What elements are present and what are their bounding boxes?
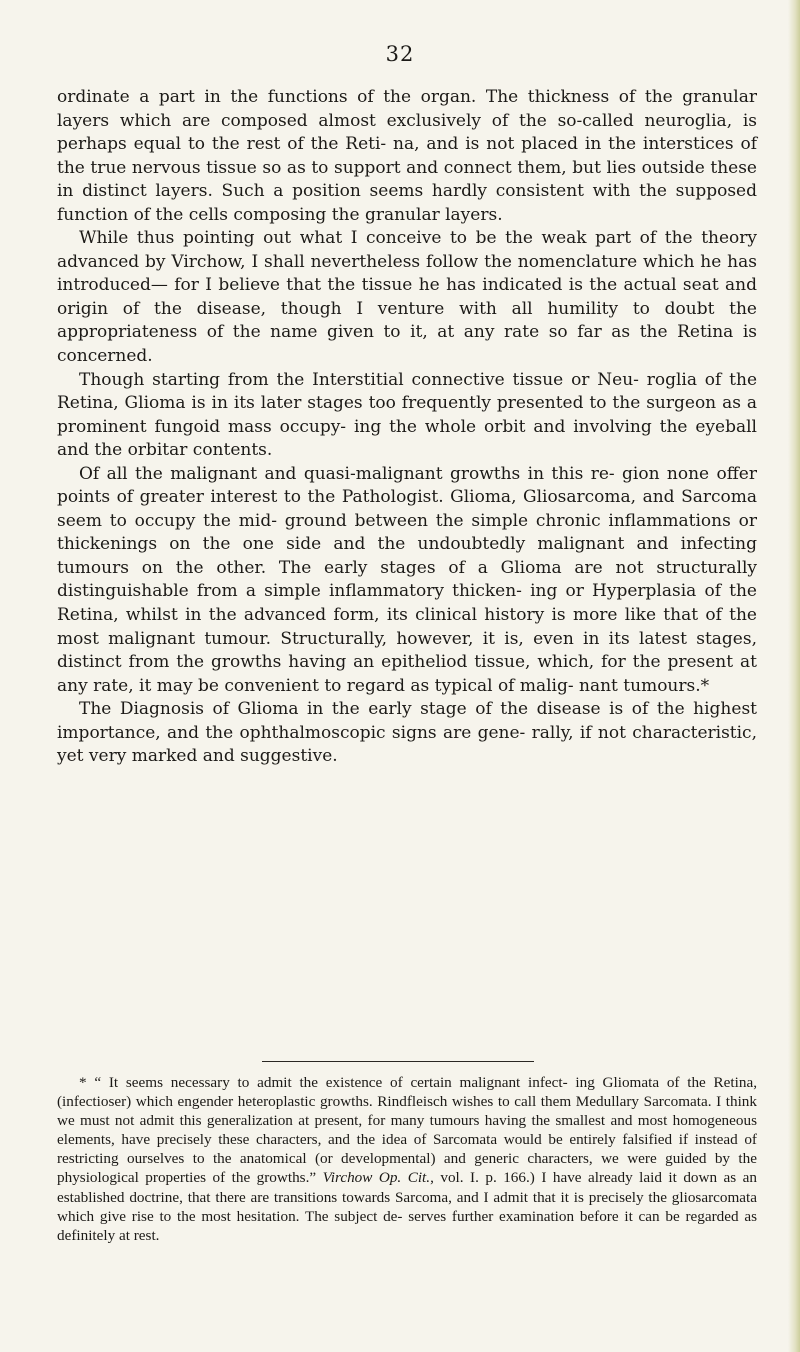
footnote-marker: * [79, 1074, 87, 1091]
footnote-quote: “ It seems necessary to admit the existence of certain malignant infect- ing Gliomata of the Retina, (infectioser) which engender heteroplastic growths. Rindfleisch wishes to call them Medullary Sarcomata. I think we must not admit this generalization at present, for many tumours having the smallest and most homogeneous elements, have precisely these characters, and the idea of Sarcomata would be entirely falsified if instead of restricting ourselves to the anatomical (or developmental) and generic characters, we were guided by the physiological properties of the growths.” [57, 1074, 757, 1187]
paragraph-3: Though starting from the Interstitial connective tissue or Neu- roglia of the Retina, Glioma is in its later stages too frequently presented to the surgeon as a prominent fungoid mass occupy- ing the whole orbit and involving the eyeball and the orbitar contents. [57, 369, 757, 461]
footnote-paragraph [57, 1073, 757, 1245]
footnote-tail: , vol. I. p. 166.) I have already laid it down as an established doctrine, that there are transitions towards Sarcoma, and I admit that it is precisely the gliosarcomata which give rise to the most hesitation. The subject de- serves further examination before it can be regarded as definitely at rest. [57, 1169, 758, 1244]
page-number: 32 [385, 42, 415, 66]
paragraph-4: Of all the malignant and quasi-malignant growths in this re- gion none offer points of greater interest to the Pathologist. Glioma, Gliosarcoma, and Sarcoma seem to occupy the mid- ground between the simple chronic inflammations or thickenings on the one side and the undoubtedly malignant and infecting tumours on the other. The early stages of a Glioma are not structurally distinguishable from a simple inflammatory thicken- ing or Hyperplasia of the Retina, whilst in the advanced form, its clinical history is more like that of the most malignant tumour. Structurally, however, it is, even in its latest stages, distinct from the growths having an epitheliod tissue, which, for the present at any rate, it may be convenient to regard as typical of malig- nant tumours.* [57, 463, 757, 696]
footnote-citation: Virchow Op. Cit. [322, 1169, 431, 1187]
paragraph-5: The Diagnosis of Glioma in the early stage of the disease is of the highest importance, and the ophthalmoscopic signs are gene- rally, if not characteristic, yet very marked and suggestive. [57, 699, 757, 767]
paragraph-1: ordinate a part in the functions of the organ. The thickness of the granular layers which are composed almost exclusively of the so-called neuroglia, is perhaps equal to the rest of the Reti- na, and is not placed in the interstices of the true nervous tissue so as to support and connect them, but lies outside these in distinct layers. Such a position seems hardly consistent with the supposed function of the cells composing the granular layers. [57, 87, 757, 225]
footnote [57, 1073, 757, 1245]
footnote-divider [262, 1061, 534, 1062]
main-text [57, 86, 757, 769]
paragraph-2: While thus pointing out what I conceive to be the weak part of the theory advanced by Virchow, I shall nevertheless follow the nomenclature which he has introduced— for I believe that the tissue he has indicated is the actual seat and origin of the disease, though I venture with all humility to doubt the appropriateness of the name given to it, at any rate so far as the Retina is concerned. [57, 228, 757, 367]
page-edge-shadow [788, 0, 800, 1352]
